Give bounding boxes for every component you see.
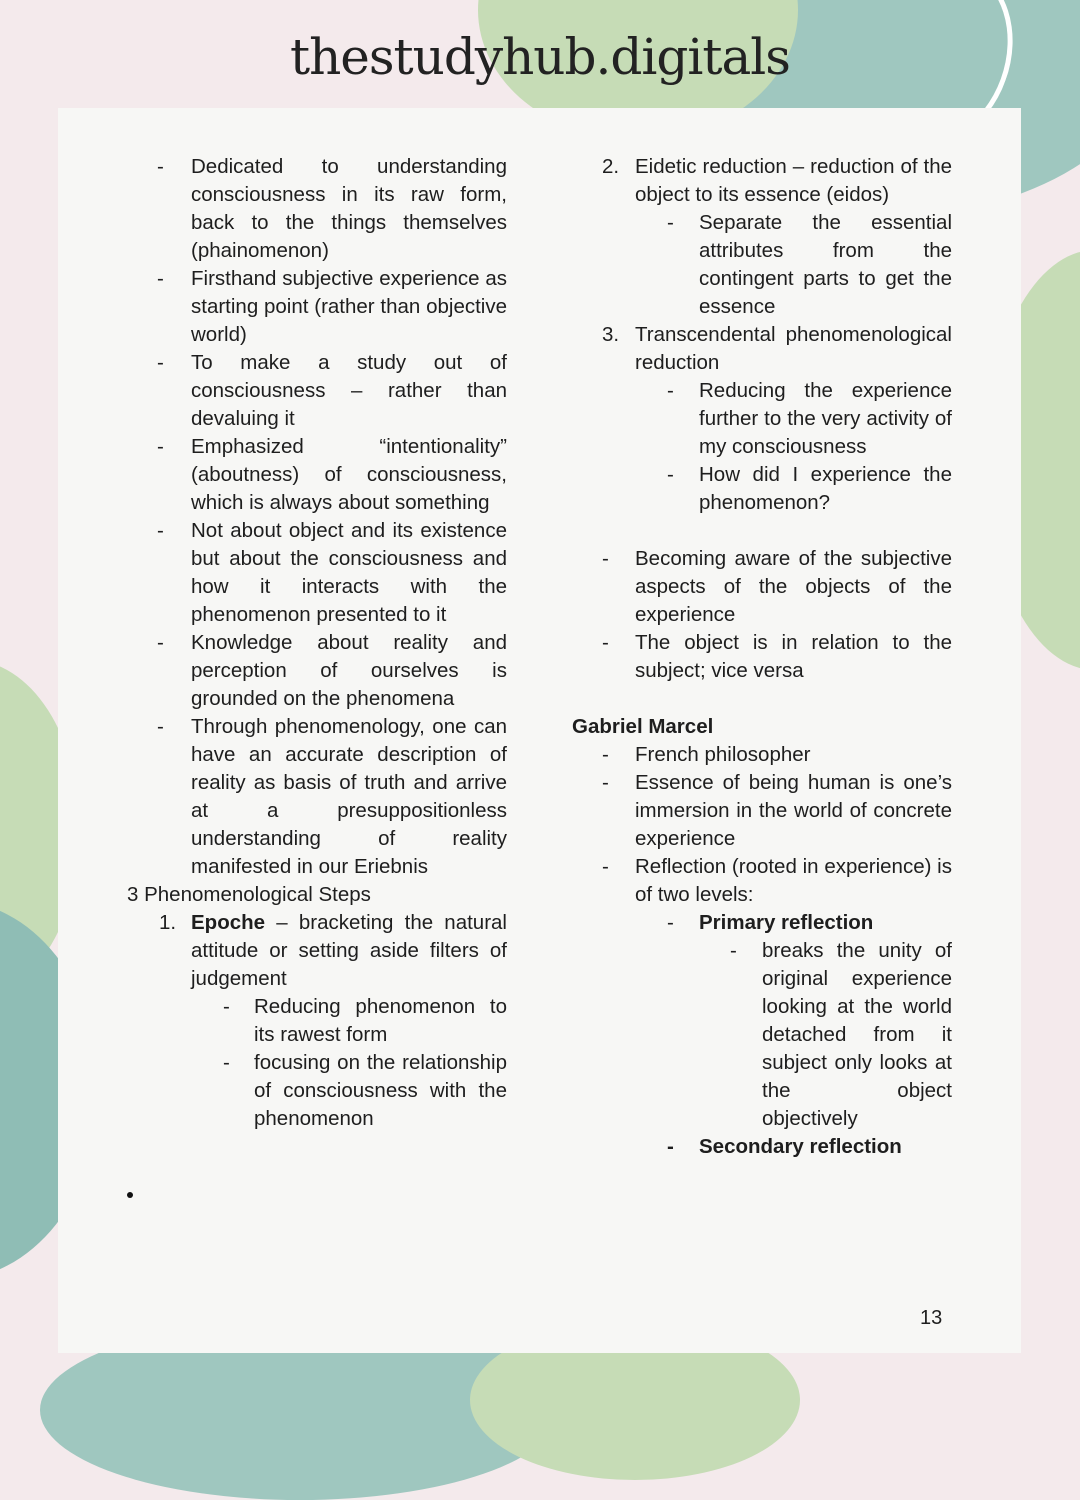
list-item: - Through phenomenology, one can have an accurate description of reality as basis of truth and arrive at a presuppositionless understanding of reality manifested in our Eriebnis — [157, 715, 507, 878]
bullet-dot — [127, 1192, 133, 1198]
step-item: 1. Epoche – bracketing the natural attitude or setting aside filters of judgement — [159, 911, 507, 990]
step-text: Transcendental phenomenological reduction — [635, 323, 952, 374]
step-text: – bracketing the natural attitude or setting aside filters of judgement — [191, 911, 507, 990]
section-heading: Gabriel Marcel — [572, 715, 714, 738]
list-item-text: French philosopher — [635, 743, 811, 766]
list-item: - The object is in relation to the subject; vice versa — [602, 631, 952, 682]
list-item-text: Emphasized “intentionality” (aboutness) of consciousness, which is always about something — [191, 435, 507, 514]
list-item-text: Not about object and its existence but about the consciousness and how it interacts with the phenomenon presented to it — [191, 519, 507, 626]
sub-list-item: - Reducing the experience further to the very activity of my consciousness — [667, 379, 952, 458]
list-item-text: Dedicated to understanding consciousness in its raw form, back to the things themselves (phainomenon) — [191, 155, 507, 262]
sub-sub-list-item: - breaks the unity of original experience looking at the world detached from it subject only looks at the object objectively — [730, 939, 952, 1130]
list-item: - Reflection (rooted in experience) is of two levels: — [602, 855, 952, 906]
list-item-text: To make a study out of consciousness – rather than devaluing it — [191, 351, 507, 430]
list-item-text: Reflection (rooted in experience) is of two levels: — [635, 855, 952, 906]
sub-sub-list-item-text: breaks the unity of original experience looking at the world detached from it subject only looks at the object objectively — [762, 939, 952, 1130]
spacer — [572, 685, 952, 713]
list-item-text: Becoming aware of the subjective aspects of the objects of the experience — [635, 547, 952, 626]
left-column — [127, 153, 507, 1133]
sub-list-item: - focusing on the relationship of consciousness with the phenomenon — [223, 1051, 507, 1130]
right-column — [572, 153, 952, 1161]
list-item: - Firsthand subjective experience as starting point (rather than objective world) — [157, 267, 507, 346]
sub-list-item: - How did I experience the phenomenon? — [667, 463, 952, 514]
list-item: - French philosopher — [602, 743, 811, 766]
step-term: Epoche — [191, 911, 266, 934]
page-number: 13 — [920, 1307, 943, 1329]
primary-reflection-label: Primary reflection — [699, 911, 874, 934]
sub-list-item: - Primary reflection — [667, 911, 874, 934]
list-item-text: The object is in relation to the subject; vice versa — [635, 631, 952, 682]
step-item: 2. Eidetic reduction – reduction of the object to its essence (eidos) — [602, 155, 952, 206]
spacer — [572, 517, 952, 545]
list-item-text: Essence of being human is one’s immersion in the world of concrete experience — [635, 771, 952, 850]
sub-list-item: - Separate the essential attributes from the contingent parts to get the essence — [667, 211, 952, 318]
sub-list-item-text: focusing on the relationship of consciousness with the phenomenon — [254, 1051, 507, 1130]
list-item: - Knowledge about reality and perception of ourselves is grounded on the phenomena — [157, 631, 507, 710]
sub-list-item: - Secondary reflection — [667, 1135, 902, 1158]
site-title: thestudyhub.digitals — [290, 28, 790, 86]
step-text: Eidetic reduction – reduction of the object to its essence (eidos) — [635, 155, 952, 206]
list-item: - Emphasized “intentionality” (aboutness) of consciousness, which is always about something — [157, 435, 507, 514]
list-item: - Dedicated to understanding consciousness in its raw form, back to the things themselves (phainomenon) — [157, 155, 507, 262]
list-item-text: Firsthand subjective experience as starting point (rather than objective world) — [191, 267, 507, 346]
sub-list-item-text: Reducing phenomenon to its rawest form — [254, 995, 507, 1046]
list-item: - Not about object and its existence but about the consciousness and how it interacts with the phenomenon presented to it — [157, 519, 507, 626]
list-item: - Becoming aware of the subjective aspects of the objects of the experience — [602, 547, 952, 626]
step-item: 3. Transcendental phenomenological reduction — [602, 323, 952, 374]
sub-list-item: - Reducing phenomenon to its rawest form — [223, 995, 507, 1046]
secondary-reflection-label: Secondary reflection — [699, 1135, 902, 1158]
list-item-text: Knowledge about reality and perception of ourselves is grounded on the phenomena — [191, 631, 507, 710]
sub-list-item-text: Reducing the experience further to the very activity of my consciousness — [699, 379, 952, 458]
list-item: - Essence of being human is one’s immersion in the world of concrete experience — [602, 771, 952, 850]
steps-heading: 3 Phenomenological Steps — [127, 883, 371, 906]
list-item: - To make a study out of consciousness – rather than devaluing it — [157, 351, 507, 430]
list-item-text: Through phenomenology, one can have an accurate description of reality as basis of truth and arrive at a presuppositionless understanding of reality manifested in our Eriebnis — [191, 715, 507, 878]
sub-list-item-text: Separate the essential attributes from the contingent parts to get the essence — [699, 211, 952, 318]
sub-list-item-text: How did I experience the phenomenon? — [699, 463, 952, 514]
